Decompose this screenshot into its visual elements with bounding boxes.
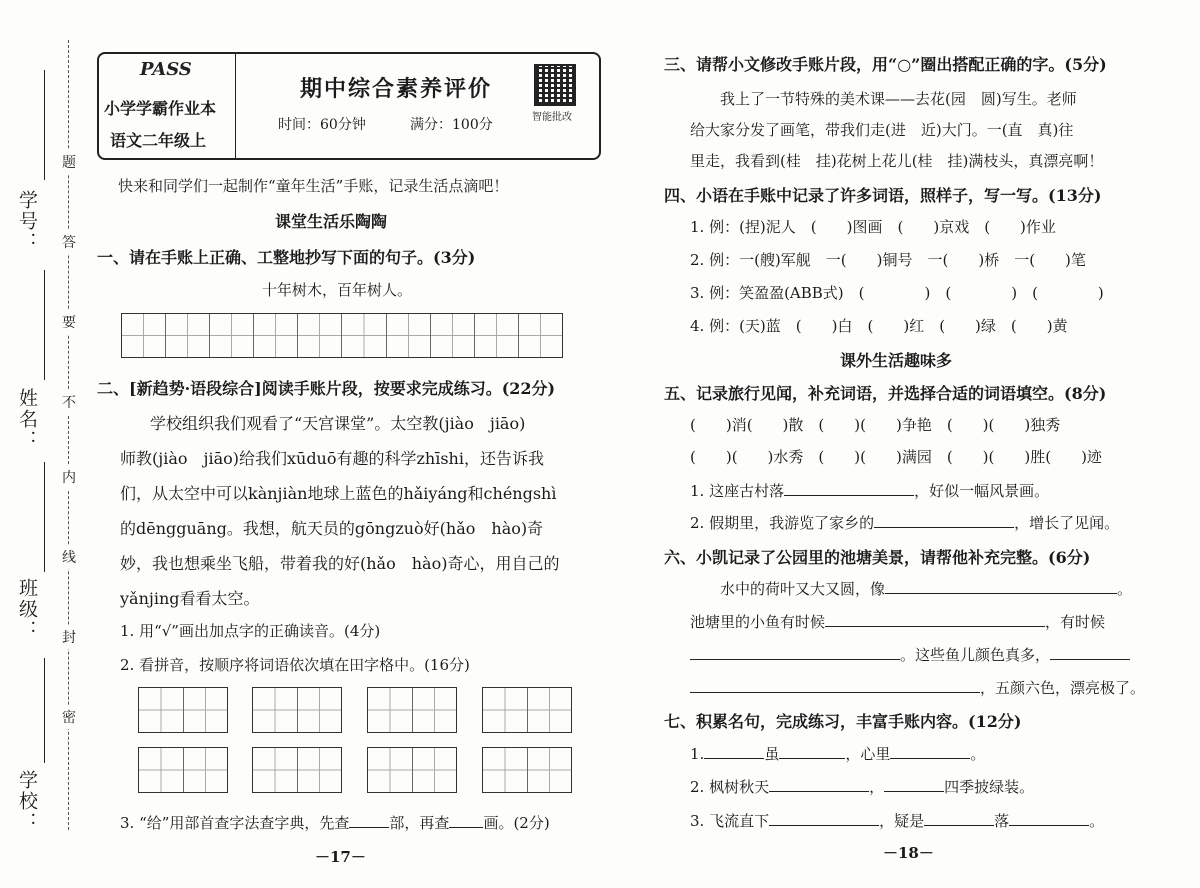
question-6: 六、小凯记录了公园里的池塘美景，请帮他补充完整。(6分)	[664, 548, 1091, 567]
question-1: 一、请在手账上正确、工整地抄写下面的句子。(3分)	[97, 248, 476, 267]
passage-line: 学校组织我们观看了“天宫课堂”。太空教(jiào jiāo)	[150, 414, 526, 433]
answer-blank[interactable]	[779, 744, 845, 759]
pond-text: ，有时候	[1045, 613, 1106, 631]
answer-grid[interactable]	[138, 747, 228, 793]
passage-line: 们，从太空中可以kànjiàn地球上蓝色的hǎiyáng和chéngshì	[120, 484, 557, 503]
fold-char: 线	[62, 545, 76, 569]
page-number: －18－	[883, 844, 934, 862]
page-title: 期中综合素养评价	[300, 76, 493, 102]
question-3: 三、请帮小文修改手账片段，用“○”圈出搭配正确的字。(5分)	[664, 55, 1107, 74]
quote-text: 2. 枫树秋天	[690, 778, 770, 796]
quote-text: 。	[970, 745, 986, 763]
sub-question-3-text: 部，再查	[389, 814, 450, 832]
question-4: 四、小语在手账中记录了许多词语，照样子，写一写。(13分)	[664, 186, 1102, 205]
quote-text: 落	[994, 812, 1010, 830]
fold-char: 答	[62, 230, 76, 254]
fill-sentence-2	[690, 512, 1119, 533]
pond-text: 池塘里的小鱼有时候	[690, 613, 826, 631]
passage-line: yǎnjing看看太空。	[120, 589, 260, 608]
quote-line	[690, 776, 1034, 797]
answer-blank[interactable]	[1050, 645, 1130, 660]
answer-blank[interactable]	[784, 481, 914, 496]
fold-char: 不	[62, 390, 76, 414]
passage-line: 我上了一节特殊的美术课——去花(园 圆)写生。老师	[720, 90, 1077, 108]
example-row: 1. 例：(捏)泥人 ( )图画 ( )京戏 ( )作业	[690, 218, 1056, 236]
answer-grid[interactable]	[367, 687, 457, 733]
quote-text: 四季披绿装。	[944, 778, 1035, 796]
answer-blank[interactable]	[349, 813, 389, 828]
student-id-label: 学号：	[16, 190, 38, 253]
answer-blank[interactable]	[690, 645, 900, 660]
fill-sentence-text: ，增长了见闻。	[1014, 514, 1120, 532]
qr-caption: 智能批改	[532, 112, 572, 123]
idiom-row: ( )消( )散 ( )( )争艳 ( )( )独秀	[690, 416, 1061, 434]
pass-logo	[138, 58, 208, 80]
answer-grid[interactable]	[367, 747, 457, 793]
fold-char: 题	[62, 150, 76, 174]
example-row: 4. 例：(天)蓝 ( )白 ( )红 ( )绿 ( )黄	[690, 317, 1068, 335]
quote-text: 虽	[764, 745, 780, 763]
example-row: 2. 例：一(艘)军舰 一( )铜号 一( )桥 一( )笔	[690, 251, 1086, 269]
class-label: 班级：	[16, 578, 38, 641]
header-divider	[235, 54, 236, 158]
answer-blank[interactable]	[449, 813, 483, 828]
answer-blank[interactable]	[1009, 811, 1089, 826]
fold-char: 内	[62, 465, 76, 489]
pond-text: ，五颜六色，漂亮极了。	[980, 679, 1146, 697]
pond-line	[690, 644, 1130, 665]
quote-text: 1.	[690, 745, 705, 763]
answer-blank[interactable]	[769, 777, 869, 792]
fold-char: 要	[62, 310, 76, 334]
answer-blank[interactable]	[825, 612, 1045, 627]
intro-text: 快来和同学们一起制作“童年生活”手账，记录生活点滴吧！	[118, 177, 509, 195]
passage-line: 的dēngguāng。我想，航天员的gōngzuò好(hǎo hào)奇	[120, 519, 544, 538]
sub-question-1: 1. 用“√”画出加点字的正确读音。(4分)	[120, 622, 381, 640]
answer-blank[interactable]	[885, 579, 1117, 594]
section-heading: 课外生活趣味多	[840, 351, 953, 370]
answer-blank[interactable]	[704, 744, 764, 759]
fill-sentence-1	[690, 480, 1049, 501]
section-heading: 课堂生活乐陶陶	[275, 212, 388, 231]
answer-blank[interactable]	[690, 678, 980, 693]
page-number: －17－	[315, 848, 366, 866]
passage-line: 给大家分发了画笔，带我们走(进 近)大门。一(直 真)往	[690, 121, 1074, 139]
school-label: 学校：	[16, 770, 38, 833]
answer-grid[interactable]	[482, 747, 572, 793]
quote-text: 3. 飞流直下	[690, 812, 770, 830]
answer-grid[interactable]	[252, 747, 342, 793]
copy-sentence: 十年树木，百年树人。	[262, 281, 413, 299]
answer-grid[interactable]	[138, 687, 228, 733]
question-5: 五、记录旅行见闻，补充词语，并选择合适的词语填空。(8分)	[664, 384, 1107, 403]
qr-code-icon[interactable]	[534, 64, 576, 106]
pond-line	[690, 611, 1105, 632]
question-2: 二、[新趋势·语段综合]阅读手账片段，按要求完成练习。(22分)	[97, 379, 556, 398]
exam-time: 时间：60分钟	[278, 117, 366, 133]
exam-score: 满分：100分	[410, 117, 493, 133]
quote-line	[690, 810, 1104, 831]
sub-question-3-text: 3. “给”用部首查字法查字典，先查	[120, 814, 350, 832]
answer-blank[interactable]	[924, 811, 994, 826]
pond-line	[720, 578, 1132, 599]
idiom-row: ( )( )水秀 ( )( )满园 ( )( )胜( )迹	[690, 448, 1102, 466]
passage-line: 妙，我也想乘坐飞船，带着我的好(hǎo hào)奇心，用自己的	[120, 554, 560, 573]
name-label: 姓名：	[16, 388, 38, 451]
series-name: 小学学霸作业本	[104, 99, 217, 118]
student-id-line[interactable]	[44, 70, 45, 180]
pond-text: 。	[1117, 580, 1133, 598]
pond-text: 水中的荷叶又大又圆，像	[720, 580, 886, 598]
quote-text: ，心里	[845, 745, 891, 763]
passage-line: 师教(jiào jiāo)给我们xūduō有趣的科学zhīshi，还告诉我	[120, 449, 544, 468]
question-7: 七、积累名句，完成练习，丰富手账内容。(12分)	[664, 712, 1022, 731]
class-line[interactable]	[44, 462, 45, 572]
fill-sentence-text: 1. 这座古村落	[690, 482, 785, 500]
quote-text: 。	[1089, 812, 1105, 830]
fill-sentence-text: 2. 假期里，我游览了家乡的	[690, 514, 875, 532]
subject-name: 语文二年级上	[110, 131, 207, 150]
quote-text: ，	[869, 778, 885, 796]
quote-line	[690, 743, 985, 764]
name-line[interactable]	[44, 270, 45, 380]
svg-text:PASS: PASS	[140, 59, 192, 80]
answer-blank[interactable]	[769, 811, 879, 826]
copy-writing-grid[interactable]	[121, 313, 563, 358]
answer-grid[interactable]	[252, 687, 342, 733]
pond-line	[690, 677, 1145, 698]
sub-question-3-text: 画。(2分)	[483, 814, 550, 832]
pond-text: 。这些鱼儿颜色真多，	[900, 646, 1051, 664]
answer-blank[interactable]	[890, 744, 970, 759]
fold-char: 封	[62, 625, 76, 649]
answer-blank[interactable]	[884, 777, 944, 792]
school-line[interactable]	[44, 658, 45, 763]
passage-line: 里走，我看到(桂 挂)花树上花儿(桂 挂)满枝头，真漂亮啊！	[690, 152, 1104, 170]
sub-question-3	[120, 812, 550, 833]
answer-grid[interactable]	[482, 687, 572, 733]
answer-blank[interactable]	[874, 513, 1014, 528]
fill-sentence-text: ，好似一幅风景画。	[914, 482, 1050, 500]
example-row: 3. 例：笑盈盈(ABB式) ( ) ( ) ( )	[690, 284, 1104, 302]
fold-char: 密	[62, 705, 76, 729]
quote-text: ，疑是	[879, 812, 925, 830]
sub-question-2: 2. 看拼音，按顺序将词语依次填在田字格中。(16分)	[120, 656, 470, 674]
